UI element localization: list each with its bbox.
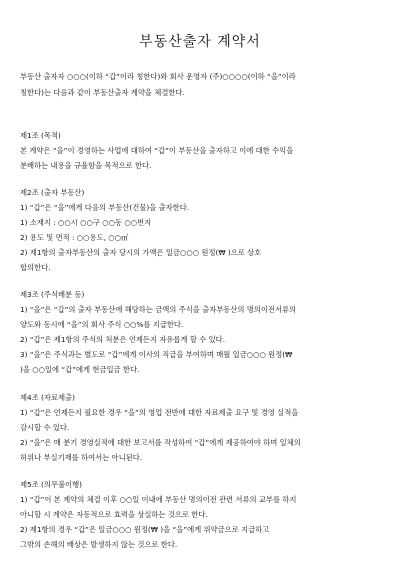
article-line: 2) 제1항의 경우 “갑”은 일금○○○ 원정(₩ )을 “을”에게 위약금으로 지급하고 xyxy=(20,525,270,534)
article-line: 3) “을”은 주식과는 별도로 “갑”에게 이사의 직급을 부여하며 매월 일금○○○ 원정(₩ xyxy=(20,350,293,359)
article-line: 허위나 부실기재를 하여서는 아니된다. xyxy=(20,453,143,462)
article-line: 그밖의 손해의 배상은 발생하지 않는 것으로 한다. xyxy=(20,540,178,549)
article-line: 2) 제1항의 출자부동산의 출자 당시의 가액은 일금○○○ 원정(₩ )으로 상호 xyxy=(20,248,262,257)
article-line: 본 계약은 “을”이 경영하는 사업에 대하여 “갑”이 부동산을 출자하고 이에 대한 수익을 xyxy=(20,146,294,155)
article-line: )을 ○○일에 “갑”에게 현금입금 한다. xyxy=(20,365,140,374)
article-line: 양도와 동시에 “을”의 회사 주식 ○○%를 지급한다. xyxy=(20,320,184,329)
article-line: 1) 소재지 : ○○시 ○○구 ○○동 ○○번지 xyxy=(20,218,152,227)
article-line: 2) 용도 및 면적 : ○○용도, ○○㎡ xyxy=(20,233,129,242)
article-heading: 제4조 (자료제출) xyxy=(20,393,75,402)
article-heading: 제5조 (의무불이행) xyxy=(20,480,82,489)
article-line: 2) “갑”은 제1항의 주식의 처분은 언제든지 자유롭게 할 수 있다. xyxy=(20,335,226,344)
article-line: 분배하는 내용을 규율함을 목적으로 한다. xyxy=(20,161,152,170)
article-line: 2) “을”은 매 분기 경영실적에 대한 보고서를 작성하여 “갑”에게 제공하여야 하며 일체의 xyxy=(20,438,301,447)
article-line: 1) “을”은 “갑”의 출자 부동산에 해당하는 금액의 주식을 출자부동산의 명의이전서류의 xyxy=(20,305,297,314)
article-line: 아니할 시 계약은 자동적으로 효력을 상실하는 것으로 한다. xyxy=(20,510,208,519)
intro-line: 부동산 출자자 ○○○(이하 “갑”이라 칭한다)와 회사 운영자 (주)○○○○(이하 “을”이라 xyxy=(20,72,296,81)
article-line: 1) “갑”이 본 계약의 체결 이후 ○○일 이내에 부동산 명의이전 관련 서류의 교부를 하지 xyxy=(20,495,297,504)
article-heading: 제2조 (출자 부동산) xyxy=(20,188,85,197)
article-heading: 제1조 (목적) xyxy=(20,131,61,140)
article-line: 1) “갑”은 언제든지 필요한 경우 “을”의 영업 전반에 대한 자료제출 요구 및 경영 실적을 xyxy=(20,408,299,417)
intro-line: 칭한다)는 다음과 같이 부동산출자 계약을 체결한다. xyxy=(20,88,185,97)
article-line: 합의한다. xyxy=(20,263,51,272)
article-line: 감시할 수 있다. xyxy=(20,423,70,432)
article-heading: 제3조 (주식배분 등) xyxy=(20,290,85,299)
article-line: 1) “갑”은 “을”에게 다음의 부동산(건물)을 출자한다. xyxy=(20,203,190,212)
document-title: 부동산출자 계약서 xyxy=(139,34,261,50)
